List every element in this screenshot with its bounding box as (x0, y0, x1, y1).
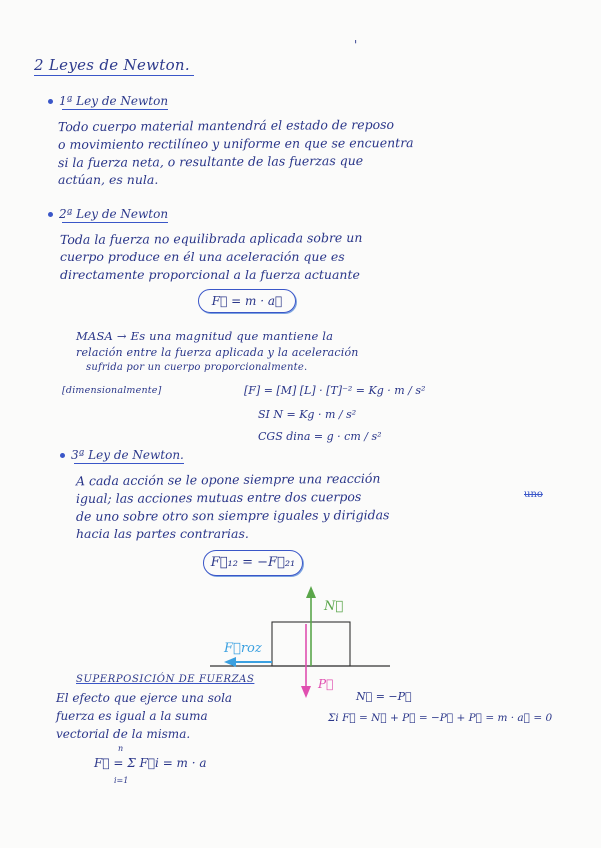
strikethrough-text: uno (524, 489, 543, 500)
weight-arrowhead-icon (301, 686, 311, 698)
masa-line: sufrida por un cuerpo proporcionalmente. (86, 362, 308, 373)
law1-heading-text: 1ª Ley de Newton (59, 94, 169, 108)
law1-line: si la fuerza neta, o resultante de las fuerzas que (57, 152, 364, 171)
masa-line: MASA → Es una magnitud que mantiene la (76, 329, 334, 343)
dimensional-equation: [F] = [M] [L] · [T]⁻² = Kg · m / s² (244, 384, 426, 397)
formula-box-second-law: F⃗ = m · a⃗ (198, 289, 296, 313)
law3-line: A cada acción se le opone siempre una reacción (75, 470, 381, 489)
law3-heading-text: 3ª Ley de Newton. (71, 448, 184, 462)
formula-box-third-law: F⃗₁₂ = −F⃗₂₁ (203, 550, 303, 576)
law1-line: o movimiento rectilíneo y uniforme en que se encuentra (57, 135, 414, 152)
superposition-line: fuerza es igual a la suma (56, 709, 208, 723)
dimensional-label: [dimensionalmente] (62, 385, 162, 396)
superposition-heading: SUPERPOSICIÓN DE FUERZAS (76, 674, 255, 685)
sum-formula: F⃗ = Σ F⃗i = m · a (94, 756, 207, 770)
law1-line: actúan, es nula. (58, 172, 159, 187)
equilibrium-equation: Σi F⃗ = N⃗ + P⃗ = −P⃗ + P⃗ = m · a⃗ = 0 (328, 712, 553, 724)
sum-bottom-index: i=1 (114, 776, 129, 785)
law3-line: igual; las acciones mutuas entre dos cuerpos (75, 489, 362, 506)
weight-label: P⃗ (318, 677, 334, 691)
friction-label: F⃗roz (224, 641, 262, 656)
sum-top-index: n (118, 744, 124, 753)
normal-arrowhead-icon (306, 586, 316, 598)
stray-mark: ' (354, 38, 358, 52)
superposition-line: vectorial de la misma. (56, 727, 191, 741)
page-title: 2 Leyes de Newton. (34, 56, 190, 74)
law2-heading-text: 2ª Ley de Newton (59, 207, 169, 221)
normal-weight-equation: N⃗ = −P⃗ (356, 690, 412, 703)
law2-line: directamente proporcional a la fuerza actuante (60, 267, 360, 282)
law3-line: de uno sobre otro son siempre iguales y dirigidas (75, 507, 390, 524)
law2-line: Toda la fuerza no equilibrada aplicada sobre un (59, 229, 363, 248)
cgs-unit-equation: CGS dina = g · cm / s² (258, 430, 382, 443)
si-unit-equation: SI N = Kg · m / s² (258, 408, 357, 421)
masa-line: relación entre la fuerza aplicada y la aceleración (76, 346, 359, 359)
superposition-line: El efecto que ejerce una sola (56, 691, 233, 705)
law3-line: hacia las partes contrarias. (76, 526, 249, 541)
law2-line: cuerpo produce en él una aceleración que es (60, 249, 345, 264)
normal-label: N⃗ (324, 599, 344, 614)
law1-line: Todo cuerpo material mantendrá el estado de reposo (57, 116, 395, 135)
